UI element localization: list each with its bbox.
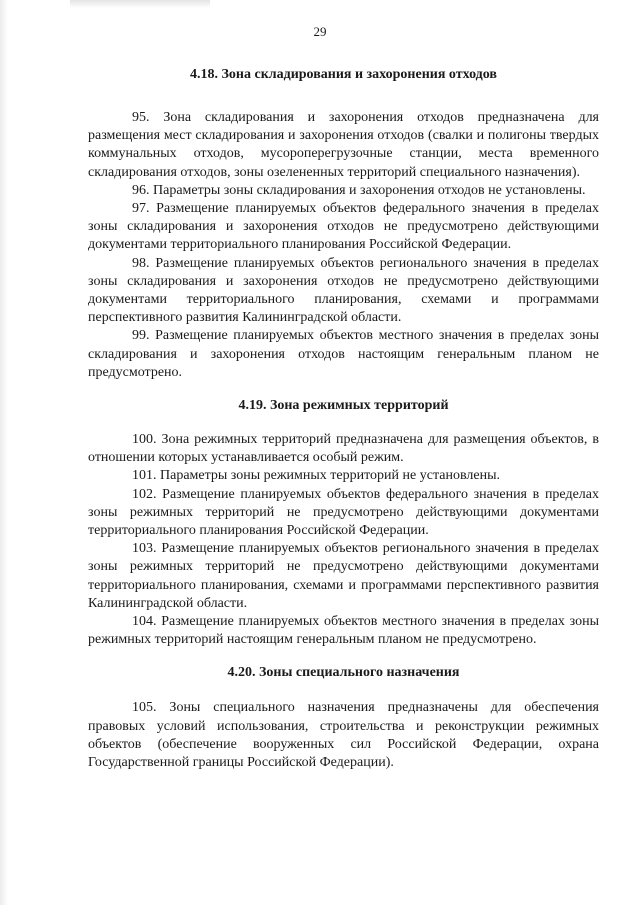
paragraph-99: 99. Размещение планируемых объектов местного значения в пределах зоны складирования и захоронения отходов настоящим генеральным планом не предусмотрено. xyxy=(88,328,599,380)
section-heading: 4.20. Зоны специального назначения xyxy=(227,665,460,681)
page-number: 29 xyxy=(313,24,327,39)
paragraph-98: 98. Размещение планируемых объектов регионального значения в пределах зоны складирования и захоронения отходов не предусмотрено действующими документами территориального планирования, схемами и программами перспективного развития Калининградской области. xyxy=(88,255,599,326)
paragraph-96: 96. Параметры зоны складирования и захоронения отходов не установлены. xyxy=(132,182,586,198)
section-heading: 4.18. Зона складирования и захоронения отходов xyxy=(190,67,497,82)
paragraph-97: 97. Размещение планируемых объектов федерального значения в пределах зоны складирования и захоронения отходов не предусмотрено действующими документами территориального планирования Российской Федерации. xyxy=(88,201,599,253)
paragraph-100: 100. Зона режимных территорий предназначена для размещения объектов, в отношении которых устанавливается особый режим. xyxy=(88,432,599,466)
document-body xyxy=(88,60,599,772)
paragraph-95: 95. Зона складирования и захоронения отходов предназначена для размещения мест складирования и захоронения отходов (свалки и полигоны твердых коммунальных отходов, мусороперегрузочные станции, места временного складирования отходов, зоны озелененных территорий специального назначения). xyxy=(88,110,599,180)
paragraph-104: 104. Размещение планируемых объектов местного значения в пределах зоны режимных территорий настоящим генеральным планом не предусмотрено. xyxy=(88,614,599,648)
scan-top-smudge xyxy=(70,0,210,8)
paragraph-103: 103. Размещение планируемых объектов регионального значения в пределах зоны режимных территорий не предусмотрено действующими документами территориального планирования, схемами и программами перспективного развития Калининградской области. xyxy=(88,541,599,611)
section-heading: 4.19. Зона режимных территорий xyxy=(238,398,449,414)
scan-left-shadow xyxy=(0,0,8,905)
section-4-20 xyxy=(88,664,599,772)
paragraph-101: 101. Параметры зоны режимных территорий не установлены. xyxy=(132,468,500,484)
paragraph-105: 105. Зоны специального назначения предназначены для обеспечения правовых условий использования, строительства и реконструкции режимных объектов (обеспечение вооруженных сил Российской Федерации, охрана Государственной границы Российской Федерации). xyxy=(88,700,599,771)
section-4-18 xyxy=(88,66,599,382)
paragraph-102: 102. Размещение планируемых объектов федерального значения в пределах зоны режимных территорий не предусмотрено действующими документами территориального планирования Российской Федерации. xyxy=(88,486,599,539)
section-4-19 xyxy=(88,397,599,649)
